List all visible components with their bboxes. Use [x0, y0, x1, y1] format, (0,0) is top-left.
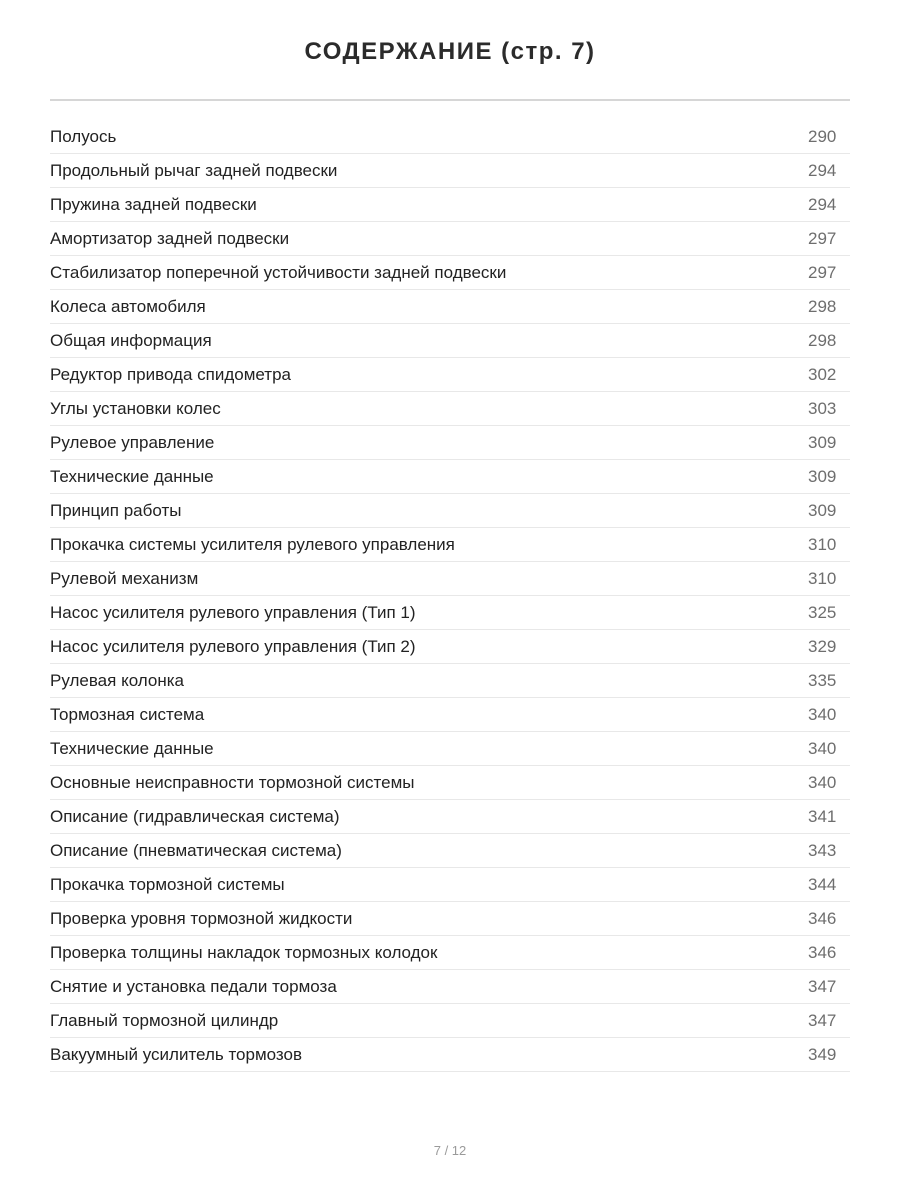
page-title: СОДЕРЖАНИЕ (стр. 7) — [304, 38, 596, 65]
toc-entry-title: Амортизатор задней подвески — [50, 228, 290, 248]
toc-entry-title: Рулевая колонка — [50, 670, 184, 690]
toc-entry-title: Прокачка системы усилителя рулевого управления — [50, 534, 455, 554]
toc-row[interactable] — [50, 392, 850, 426]
toc-entry-page: 349 — [808, 1044, 837, 1064]
toc-entry-page: 340 — [808, 738, 837, 758]
toc-entry-title: Редуктор привода спидометра — [50, 364, 291, 384]
toc-entry-page: 309 — [808, 432, 837, 452]
table-of-contents — [50, 120, 850, 1072]
toc-row[interactable] — [50, 324, 850, 358]
toc-entry-page: 310 — [808, 534, 837, 554]
toc-entry-page: 347 — [808, 976, 837, 996]
toc-row[interactable] — [50, 188, 850, 222]
toc-row[interactable] — [50, 902, 850, 936]
toc-row[interactable] — [50, 970, 850, 1004]
toc-row[interactable] — [50, 528, 850, 562]
toc-entry-title: Основные неисправности тормозной системы — [50, 772, 415, 792]
toc-row[interactable] — [50, 630, 850, 664]
toc-entry-title: Прокачка тормозной системы — [50, 874, 285, 894]
toc-entry-title: Снятие и установка педали тормоза — [50, 976, 337, 996]
toc-row[interactable] — [50, 868, 850, 902]
toc-entry-title: Тормозная система — [50, 704, 205, 724]
toc-row[interactable] — [50, 800, 850, 834]
toc-entry-page: 340 — [808, 772, 837, 792]
toc-row[interactable] — [50, 290, 850, 324]
toc-entry-title: Насос усилителя рулевого управления (Тип 2) — [50, 636, 416, 656]
toc-row[interactable] — [50, 732, 850, 766]
toc-entry-page: 294 — [808, 160, 837, 180]
toc-row[interactable] — [50, 664, 850, 698]
toc-entry-page: 302 — [808, 364, 837, 384]
toc-entry-title: Описание (пневматическая система) — [50, 840, 342, 860]
toc-entry-page: 294 — [808, 194, 837, 214]
toc-row[interactable] — [50, 562, 850, 596]
toc-row[interactable] — [50, 494, 850, 528]
toc-row[interactable] — [50, 120, 850, 154]
toc-entry-title: Пружина задней подвески — [50, 194, 257, 214]
title-divider — [50, 99, 850, 101]
toc-row[interactable] — [50, 596, 850, 630]
toc-entry-page: 344 — [808, 874, 837, 894]
toc-row[interactable] — [50, 154, 850, 188]
toc-entry-title: Принцип работы — [50, 500, 182, 520]
toc-entry-title: Полуось — [50, 126, 117, 146]
toc-entry-page: 309 — [808, 466, 837, 486]
toc-entry-title: Общая информация — [50, 330, 212, 350]
toc-entry-page: 347 — [808, 1010, 837, 1030]
toc-entry-page: 309 — [808, 500, 837, 520]
toc-entry-page: 343 — [808, 840, 837, 860]
toc-row[interactable] — [50, 936, 850, 970]
toc-row[interactable] — [50, 1004, 850, 1038]
toc-entry-title: Колеса автомобиля — [50, 296, 206, 316]
toc-row[interactable] — [50, 426, 850, 460]
toc-entry-page: 298 — [808, 296, 837, 316]
toc-entry-page: 329 — [808, 636, 837, 656]
toc-entry-page: 297 — [808, 228, 837, 248]
toc-entry-page: 346 — [808, 942, 837, 962]
toc-entry-page: 335 — [808, 670, 837, 690]
toc-entry-page: 346 — [808, 908, 837, 928]
toc-row[interactable] — [50, 834, 850, 868]
toc-entry-page: 290 — [808, 126, 837, 146]
toc-row[interactable] — [50, 1038, 850, 1072]
toc-row[interactable] — [50, 766, 850, 800]
toc-entry-title: Рулевой механизм — [50, 568, 199, 588]
toc-entry-page: 341 — [808, 806, 837, 826]
toc-entry-page: 297 — [808, 262, 837, 282]
toc-entry-title: Рулевое управление — [50, 432, 215, 452]
toc-row[interactable] — [50, 222, 850, 256]
toc-entry-title: Главный тормозной цилиндр — [50, 1010, 279, 1030]
page-indicator: 7 / 12 — [433, 1143, 467, 1158]
toc-entry-page: 310 — [808, 568, 837, 588]
toc-entry-title: Продольный рычаг задней подвески — [50, 160, 338, 180]
toc-entry-title: Технические данные — [50, 738, 214, 758]
toc-entry-title: Проверка уровня тормозной жидкости — [50, 908, 353, 928]
toc-row[interactable] — [50, 460, 850, 494]
toc-entry-title: Насос усилителя рулевого управления (Тип 1) — [50, 602, 416, 622]
toc-entry-page: 325 — [808, 602, 837, 622]
toc-entry-page: 298 — [808, 330, 837, 350]
toc-row[interactable] — [50, 256, 850, 290]
toc-entry-title: Описание (гидравлическая система) — [50, 806, 340, 826]
toc-entry-title: Технические данные — [50, 466, 214, 486]
toc-entry-page: 340 — [808, 704, 837, 724]
toc-entry-title: Стабилизатор поперечной устойчивости задней подвески — [50, 262, 507, 282]
toc-row[interactable] — [50, 358, 850, 392]
toc-entry-title: Проверка толщины накладок тормозных колодок — [50, 942, 438, 962]
toc-entry-page: 303 — [808, 398, 837, 418]
toc-row[interactable] — [50, 698, 850, 732]
toc-entry-title: Вакуумный усилитель тормозов — [50, 1044, 302, 1064]
toc-entry-title: Углы установки колес — [50, 398, 221, 418]
